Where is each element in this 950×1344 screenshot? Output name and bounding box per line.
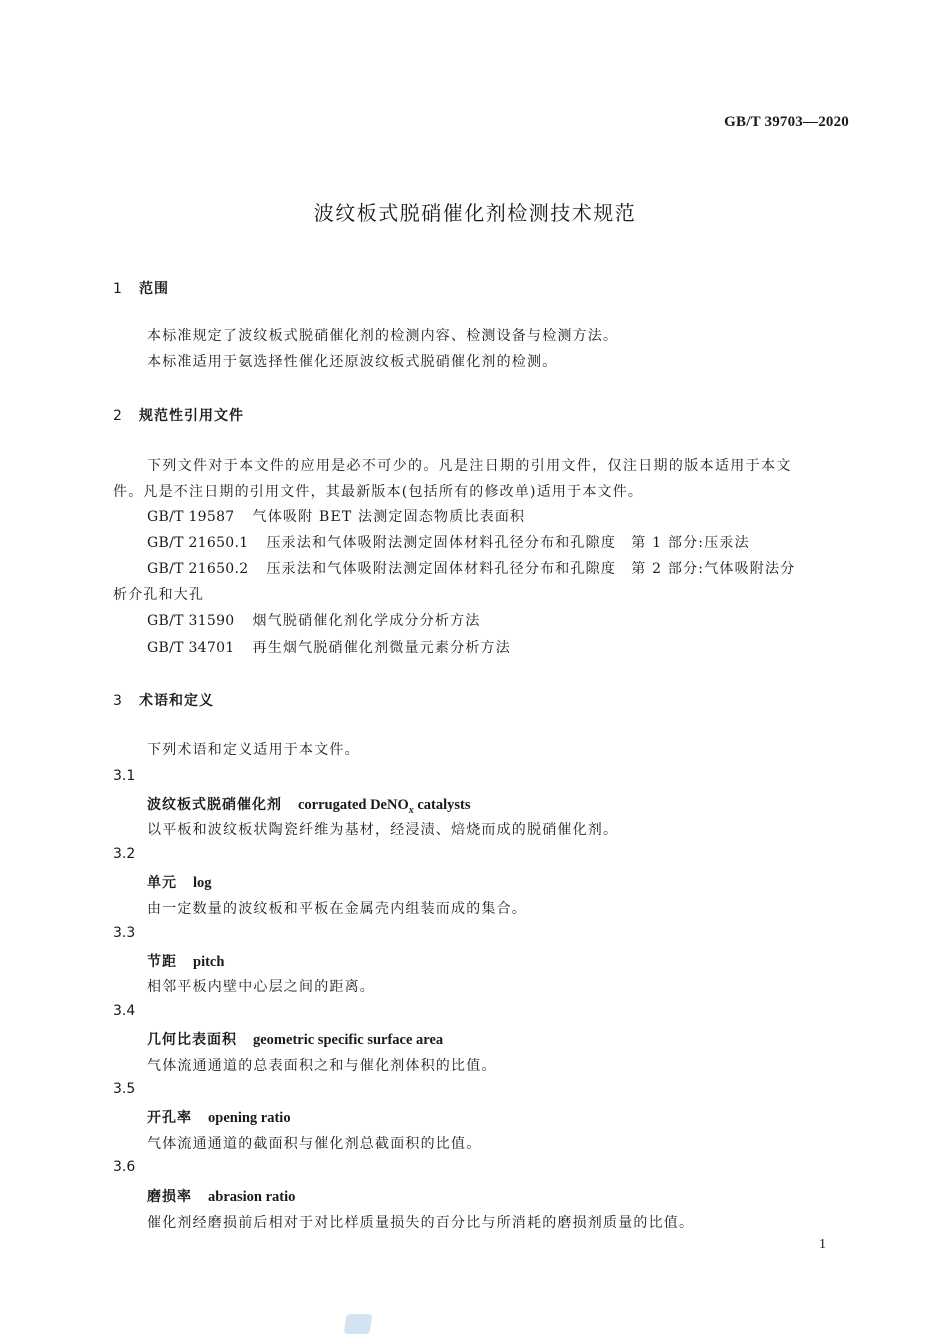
section-1-paragraph-2: 本标准适用于氨选择性催化还原波纹板式脱硝催化剂的检测。 (147, 354, 558, 370)
section-2-intro-line-1: 下列文件对于本文件的应用是必不可少的。凡是注日期的引用文件，仅注日期的版本适用于本文 (147, 458, 792, 474)
section-1-paragraph-1: 本标准规定了波纹板式脱硝催化剂的检测内容、检测设备与检测方法。 (147, 328, 619, 344)
term-chinese: 几何比表面积 (147, 1032, 237, 1048)
term-english: abrasion ratio (208, 1189, 296, 1205)
term-number: 3.3 (113, 925, 136, 941)
term-english: corrugated DeNO$_x$ catalysts (298, 797, 471, 816)
reference-item (147, 504, 525, 530)
term-number: 3.5 (113, 1081, 136, 1097)
reference-code: GB/T 21650.1 (147, 535, 249, 551)
term-definition: 以平板和波纹板状陶瓷纤维为基材，经浸渍、焙烧而成的脱硝催化剂。 (147, 822, 619, 838)
term-heading (147, 1107, 291, 1127)
reference-code: GB/T 34701 (147, 640, 235, 656)
section-2-heading (113, 405, 244, 425)
term-definition: 催化剂经磨损前后相对于对比样质量损失的百分比与所消耗的磨损剂质量的比值。 (147, 1215, 695, 1231)
section-3-heading (113, 690, 214, 710)
reference-title: 压汞法和气体吸附法测定固体材料孔径分布和孔隙度 第 1 部分:压汞法 (266, 535, 750, 551)
reference-item (147, 635, 511, 661)
section-number: 1 (113, 281, 123, 297)
term-definition: 气体流通通道的总表面积之和与催化剂体积的比值。 (147, 1058, 497, 1074)
term-english: pitch (193, 954, 225, 970)
section-title: 范围 (139, 281, 169, 297)
standard-code: GB/T 39703—2020 (724, 114, 849, 130)
page-number: 1 (819, 1237, 826, 1252)
reference-title: 烟气脱硝催化剂化学成分分析方法 (252, 613, 481, 629)
reference-title-continuation: 析介孔和大孔 (113, 587, 205, 603)
reference-title: 压汞法和气体吸附法测定固体材料孔径分布和孔隙度 第 2 部分:气体吸附法分 (266, 561, 796, 577)
section-number: 2 (113, 408, 123, 424)
term-chinese: 波纹板式脱硝催化剂 (147, 797, 282, 813)
section-3-intro: 下列术语和定义适用于本文件。 (147, 742, 360, 758)
term-chinese: 单元 (147, 875, 177, 891)
watermark-logo (344, 1314, 373, 1334)
term-heading (147, 794, 471, 816)
term-number: 3.1 (113, 768, 136, 784)
reference-title: 气体吸附 BET 法测定固态物质比表面积 (252, 509, 526, 525)
reference-code: GB/T 21650.2 (147, 561, 249, 577)
term-heading (147, 951, 224, 971)
reference-title: 再生烟气脱硝催化剂微量元素分析方法 (252, 640, 511, 656)
term-english: opening ratio (208, 1110, 291, 1126)
term-chinese: 开孔率 (147, 1110, 192, 1126)
term-number: 3.6 (113, 1159, 136, 1175)
section-title: 术语和定义 (139, 693, 214, 709)
term-heading (147, 1186, 295, 1206)
reference-item (147, 608, 481, 634)
term-chinese: 磨损率 (147, 1189, 192, 1205)
reference-item (147, 530, 750, 556)
section-1-heading (113, 278, 169, 298)
reference-item (147, 556, 795, 582)
term-definition: 由一定数量的波纹板和平板在金属壳内组装而成的集合。 (147, 901, 527, 917)
section-number: 3 (113, 693, 123, 709)
term-definition: 相邻平板内壁中心层之间的距离。 (147, 979, 375, 995)
document-title: 波纹板式脱硝催化剂检测技术规范 (313, 201, 637, 225)
section-2-intro-line-2: 件。凡是不注日期的引用文件，其最新版本(包括所有的修改单)适用于本文件。 (113, 484, 644, 500)
term-english: log (193, 875, 212, 891)
term-heading (147, 872, 212, 892)
term-english: geometric specific surface area (253, 1032, 444, 1048)
term-heading (147, 1029, 443, 1049)
term-chinese: 节距 (147, 954, 177, 970)
reference-code: GB/T 19587 (147, 509, 235, 525)
term-number: 3.2 (113, 846, 136, 862)
reference-code: GB/T 31590 (147, 613, 235, 629)
term-number: 3.4 (113, 1003, 136, 1019)
term-definition: 气体流通通道的截面积与催化剂总截面积的比值。 (147, 1136, 482, 1152)
section-title: 规范性引用文件 (139, 408, 244, 424)
